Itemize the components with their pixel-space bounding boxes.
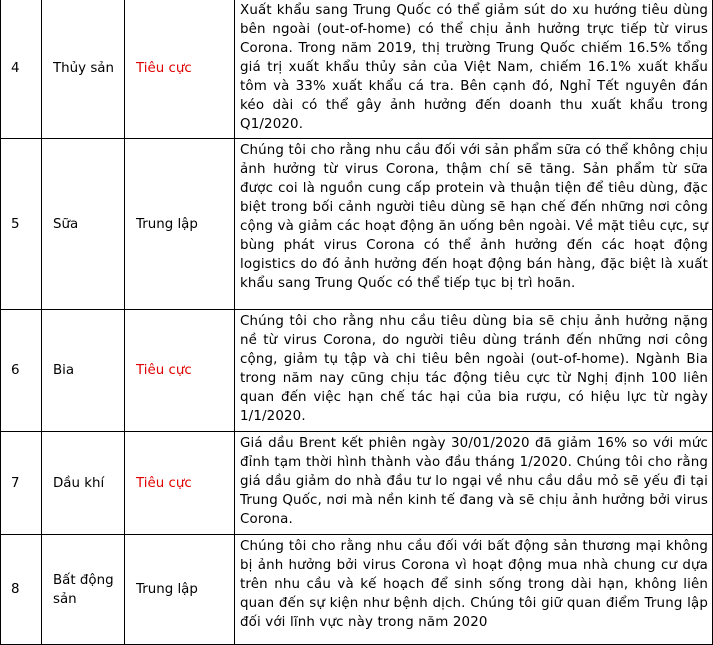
impact-rating: Tiêu cực — [125, 432, 235, 535]
table-row — [1, 535, 713, 645]
row-number: 4 — [1, 0, 42, 139]
impact-rating: Trung lập — [125, 139, 235, 310]
sector-name: Dầu khí — [42, 432, 125, 535]
impact-description: Xuất khẩu sang Trung Quốc có thể giảm sút do xu hướng tiêu dùng bên ngoài (out-of-home) có thể chịu ảnh hưởng trực tiếp từ virus Corona. Trong năm 2019, thị trường Trung Quốc chiếm 16.5% tổng giá trị xuất khẩu thủy sản của Việt Nam, chiếm 16.1% xuất khẩu tôm và 33% xuất khẩu cá tra. Bên cạnh đó, Nghỉ Tết nguyên đán kéo dài có thể gây ảnh hưởng đến doanh thu xuất khẩu trong Q1/2020. — [235, 0, 713, 139]
sector-name: Bất động sản — [42, 535, 125, 645]
row-number: 8 — [1, 535, 42, 645]
sector-name: Sữa — [42, 139, 125, 310]
impact-rating: Trung lập — [125, 535, 235, 645]
table-row — [1, 310, 713, 432]
impact-description: Chúng tôi cho rằng nhu cầu tiêu dùng bia sẽ chịu ảnh hưởng nặng nề từ virus Corona, do người tiêu dùng tránh đến những nơi công cộng, giảm tụ tập và chi tiêu bên ngoài (out-of-home). Ngành Bia trong năm nay cũng chịu tác động tiêu cực từ Nghị định 100 liên quan đến việc hạn chế tác hại của bia rượu, có hiệu lực từ ngày 1/1/2020. — [235, 310, 713, 432]
table-row — [1, 432, 713, 535]
impact-description: Chúng tôi cho rằng nhu cầu đối với bất động sản thương mại không bị ảnh hưởng bởi virus Corona vì hoạt động mua nhà chung cư dựa trên nhu cầu và kế hoạch để sinh sống trong dài hạn, không liên quan đến sự kiện như bệnh dịch. Chúng tôi giữ quan điểm Trung lập đối với lĩnh vực này trong năm 2020 — [235, 535, 713, 645]
impact-rating: Tiêu cực — [125, 310, 235, 432]
row-number: 5 — [1, 139, 42, 310]
table-row — [1, 139, 713, 310]
row-number: 6 — [1, 310, 42, 432]
impact-description: Chúng tôi cho rằng nhu cầu đối với sản phẩm sữa có thể không chịu ảnh hưởng từ virus Corona, thậm chí sẽ tăng. Sản phẩm từ sữa được coi là nguồn cung cấp protein và thuận tiện để tiêu dùng, đặc biệt trong bối cảnh người tiêu dùng sẽ hạn chế đến những nơi công cộng và giảm các hoạt động ăn uống bên ngoài. Về mặt tiêu cực, sự bùng phát virus Corona có thể ảnh hưởng đến các hoạt động logistics do đó ảnh hưởng đến hoạt động bán hàng, đặc biệt là xuất khẩu sang Trung Quốc có thể tiếp tục bị trì hoãn. — [235, 139, 713, 310]
sector-name: Bia — [42, 310, 125, 432]
impact-description: Giá dầu Brent kết phiên ngày 30/01/2020 đã giảm 16% so với mức đỉnh tạm thời hình thành vào đầu tháng 1/2020. Chúng tôi cho rằng giá dầu giảm do nhà đầu tư lo ngại về nhu cầu dầu mỏ sẽ yếu đi tại Trung Quốc, nơi mà nền kinh tế đang và sẽ chịu ảnh hưởng bởi virus Corona. — [235, 432, 713, 535]
row-number: 7 — [1, 432, 42, 535]
impact-rating: Tiêu cực — [125, 0, 235, 139]
table-row — [1, 0, 713, 139]
sector-name: Thủy sản — [42, 0, 125, 139]
